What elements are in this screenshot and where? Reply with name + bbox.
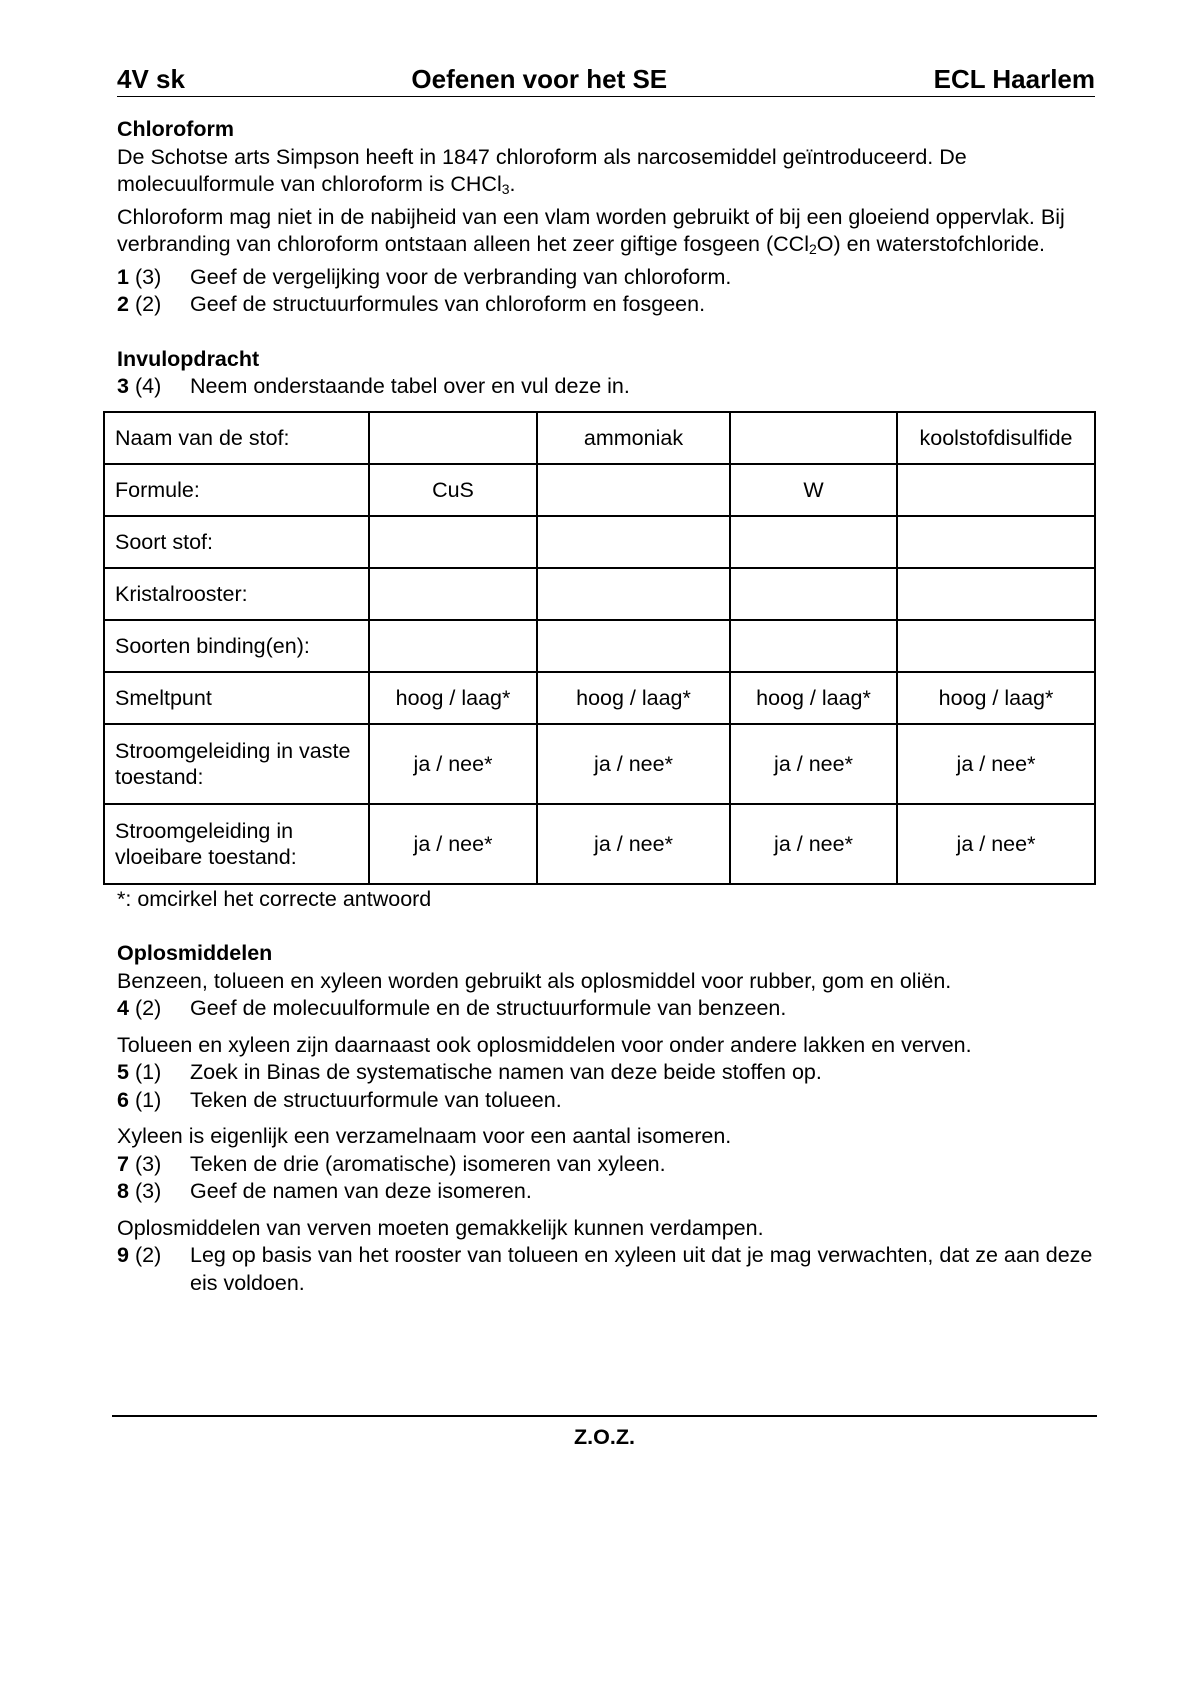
- paragraph-toluene-xylene: Tolueen en xyleen zijn daarnaast ook oplosmiddelen voor onder andere lakken en verven.: [117, 1032, 972, 1057]
- table-cell: [897, 516, 1095, 568]
- table-cell: hoog / laag*: [730, 672, 897, 724]
- table-cell: [730, 620, 897, 672]
- table-cell: ja / nee*: [537, 724, 730, 804]
- table-row-label: Stroomgeleiding in vaste toestand:: [104, 724, 369, 804]
- question-7: 7 (3) Teken de drie (aromatische) isomeren van xyleen.: [117, 1151, 666, 1176]
- page-header: [117, 64, 1095, 97]
- table-row-label: Kristalrooster:: [104, 568, 369, 620]
- section-title-invulopdracht: Invulopdracht: [117, 346, 260, 371]
- table-row: [104, 672, 1095, 724]
- table-cell: [897, 464, 1095, 516]
- table-row-label: Smeltpunt: [104, 672, 369, 724]
- header-class: 4V sk: [117, 64, 185, 94]
- question-8: 8 (3) Geef de namen van deze isomeren.: [117, 1179, 532, 1203]
- question-4: 4 (2) Geef de molecuulformule en de structuurformule van benzeen.: [117, 996, 787, 1020]
- table-row: [104, 620, 1095, 672]
- question-9: 9 (2) Leg op basis van het rooster van tolueen en xyleen uit dat je mag verwachten, dat ze aan deze eis voldoen.: [117, 1243, 1093, 1295]
- table-row-label: Soorten binding(en):: [104, 620, 369, 672]
- table-cell: ja / nee*: [897, 804, 1095, 884]
- table-row: [104, 568, 1095, 620]
- table-row-label: Formule:: [104, 464, 369, 516]
- substance-table: [103, 411, 1096, 885]
- table-cell: ja / nee*: [897, 724, 1095, 804]
- question-3: 3 (4) Neem onderstaande tabel over en vul deze in.: [117, 374, 630, 398]
- table-cell: [369, 412, 537, 464]
- page-footer: Z.O.Z.: [112, 1415, 1097, 1450]
- table-cell: hoog / laag*: [369, 672, 537, 724]
- question-1: 1 (3) Geef de vergelijking voor de verbranding van chloroform.: [117, 264, 732, 289]
- table-row: [104, 804, 1095, 884]
- table-cell: koolstofdisulfide: [897, 412, 1095, 464]
- section-title-oplosmiddelen: Oplosmiddelen: [117, 941, 273, 965]
- header-title: Oefenen voor het SE: [411, 64, 668, 94]
- table-cell: [897, 568, 1095, 620]
- paragraph-chloroform-intro: De Schotse arts Simpson heeft in 1847 chloroform als narcosemiddel geïntroduceerd. De molecuulformule van chloroform is CHCl$_3$.: [117, 144, 967, 197]
- table-cell: hoog / laag*: [537, 672, 730, 724]
- table-cell: ja / nee*: [369, 724, 537, 804]
- table-cell: [730, 516, 897, 568]
- table-cell: [369, 568, 537, 620]
- table-cell: hoog / laag*: [897, 672, 1095, 724]
- table-cell: [537, 568, 730, 620]
- worksheet-page: [117, 64, 1095, 1297]
- question-6: 6 (1) Teken de structuurformule van tolueen.: [117, 1087, 562, 1112]
- paragraph-chloroform-combustion: Chloroform mag niet in de nabijheid van een vlam worden gebruikt of bij een gloeiend oppervlak. Bij verbranding van chloroform ontstaan alleen het zeer giftige fosgeen (CCl$_2$O) en waterstofchloride.: [117, 204, 1065, 257]
- paragraph-solvents: Benzeen, tolueen en xyleen worden gebruikt als oplosmiddel voor rubber, gom en oliën.: [117, 968, 952, 993]
- table-cell: [369, 516, 537, 568]
- table-cell: [537, 464, 730, 516]
- table-row-label: Naam van de stof:: [104, 412, 369, 464]
- table-row: [104, 516, 1095, 568]
- table-cell: W: [730, 464, 897, 516]
- table-cell: [730, 412, 897, 464]
- table-cell: [369, 620, 537, 672]
- table-cell: [897, 620, 1095, 672]
- paragraph-xylene-isomers: Xyleen is eigenlijk een verzamelnaam voor een aantal isomeren.: [117, 1124, 732, 1148]
- question-5: 5 (1) Zoek in Binas de systematische namen van deze beide stoffen op.: [117, 1060, 822, 1084]
- table-row-label: Stroomgeleiding in vloeibare toestand:: [104, 804, 369, 884]
- table-cell: [537, 620, 730, 672]
- table-cell: ja / nee*: [730, 804, 897, 884]
- table-cell: ammoniak: [537, 412, 730, 464]
- table-cell: CuS: [369, 464, 537, 516]
- table-cell: ja / nee*: [369, 804, 537, 884]
- question-2: 2 (2) Geef de structuurformules van chloroform en fosgeen.: [117, 292, 706, 316]
- table-row-label: Soort stof:: [104, 516, 369, 568]
- table-cell: ja / nee*: [537, 804, 730, 884]
- table-cell: [730, 568, 897, 620]
- section-title-chloroform: Chloroform: [117, 117, 235, 141]
- table-cell: ja / nee*: [730, 724, 897, 804]
- header-school: ECL Haarlem: [933, 64, 1095, 94]
- table-footnote: *: omcirkel het correcte antwoord: [117, 886, 432, 911]
- table-cell: [537, 516, 730, 568]
- table-row: [104, 724, 1095, 804]
- paragraph-evaporation: Oplosmiddelen van verven moeten gemakkelijk kunnen verdampen.: [117, 1215, 764, 1240]
- table-row: [104, 412, 1095, 464]
- table-row: [104, 464, 1095, 516]
